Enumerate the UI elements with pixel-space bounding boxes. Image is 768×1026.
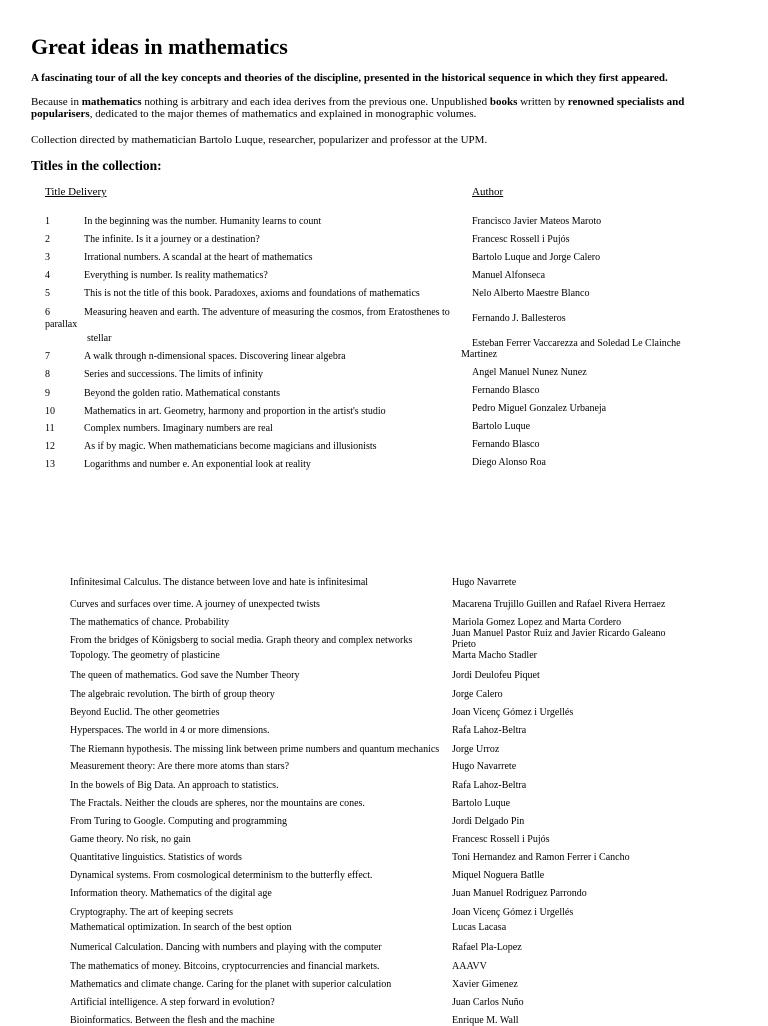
row-author: Jordi Delgado Pin (452, 816, 525, 827)
row-author: Juan Carlos Nuño (452, 997, 524, 1008)
row-title: The queen of mathematics. God save the Number Theory (70, 670, 300, 681)
intro-text-2: nothing is arbitrary and each idea derives from the previous one. Unpublished (141, 96, 490, 108)
row-author: Nelo Alberto Maestre Blanco (472, 288, 590, 299)
row-author: Jorge Urroz (452, 744, 500, 755)
row-title: Cryptography. The art of keeping secrets (70, 907, 234, 918)
row-number: 10 (45, 406, 55, 417)
lead-paragraph: A fascinating tour of all the key concepts and theories of the discipline, presented in the historical sequence in which they first appeared. (31, 72, 668, 84)
row-number: 4 (45, 270, 50, 281)
row-author: Bartolo Luque (452, 798, 511, 809)
row-title-wrap: parallax (45, 319, 78, 330)
row-title: The mathematics of chance. Probability (70, 617, 230, 628)
row-author: Angel Manuel Nunez Nunez (472, 367, 587, 378)
column-header-author: Author (472, 186, 504, 198)
row-author: Macarena Trujillo Guillen and Rafael Rivera Herraez (452, 599, 666, 610)
row-author: Xavier Gimenez (452, 979, 518, 990)
intro-text-1: Because in (31, 96, 82, 108)
row-title: Curves and surfaces over time. A journey of unexpected twists (70, 599, 320, 610)
row-title: From Turing to Google. Computing and programming (70, 816, 287, 827)
row-title: Game theory. No risk, no gain (70, 834, 191, 845)
row-title: The Riemann hypothesis. The missing link between prime numbers and quantum mechanics (70, 744, 440, 755)
row-author: Fernando Blasco (472, 385, 540, 396)
intro-paragraph (31, 96, 736, 120)
row-title: In the bowels of Big Data. An approach to statistics. (70, 780, 279, 791)
row-author: Bartolo Luque (472, 421, 531, 432)
row-author: Lucas Lacasa (452, 922, 507, 933)
row-number: 3 (45, 252, 50, 263)
row-author: Hugo Navarrete (452, 577, 517, 588)
row-number: 1 (45, 216, 50, 227)
row-number: 8 (45, 369, 50, 380)
row-author: Rafael Pla-Lopez (452, 942, 522, 953)
intro-text-3: written by (517, 96, 568, 108)
row-author: Jorge Calero (452, 689, 503, 700)
column-header-title: Title Delivery (45, 186, 107, 198)
row-author: AAAVV (452, 961, 487, 972)
row-author: Francisco Javier Mateos Maroto (472, 216, 602, 227)
row-title: The algebraic revolution. The birth of group theory (70, 689, 275, 700)
row-number: 7 (45, 351, 50, 362)
row-author: Joan Vicenç Gómez i Urgellés (452, 707, 574, 718)
row-title: Artificial intelligence. A step forward in evolution? (70, 997, 275, 1008)
row-author: Manuel Alfonseca (472, 270, 546, 281)
row-title: Numerical Calculation. Dancing with numbers and playing with the computer (70, 942, 382, 953)
row-author: Francesc Rossell i Pujós (472, 234, 570, 245)
row-title: Everything is number. Is reality mathematics? (84, 270, 268, 281)
row-title: The mathematics of money. Bitcoins, cryptocurrencies and financial markets. (70, 961, 380, 972)
row-title: Measurement theory: Are there more atoms than stars? (70, 761, 290, 772)
intro-bold-mathematics: mathematics (81, 96, 142, 108)
row-title: Measuring heaven and earth. The adventure of measuring the cosmos, from Eratosthenes to (84, 307, 450, 318)
row-title: Information theory. Mathematics of the digital age (70, 888, 272, 899)
row-number: 12 (45, 441, 55, 452)
row-author: Rafa Lahoz-Beltra (452, 725, 527, 736)
row-author: Joan Vicenç Gómez i Urgellés (452, 907, 574, 918)
row-author: Miquel Noguera Batlle (452, 870, 545, 881)
row-title: Infinitesimal Calculus. The distance between love and hate is infinitesimal (70, 577, 369, 588)
row-title: Bioinformatics. Between the flesh and the machine (70, 1015, 275, 1026)
row-title: Hyperspaces. The world in 4 or more dimensions. (70, 725, 270, 736)
director-note: Collection directed by mathematician Bartolo Luque, researcher, popularizer and professor at the UPM. (31, 134, 488, 146)
row-author: Toni Hernandez and Ramon Ferrer i Cancho (452, 852, 630, 863)
row-title: The infinite. Is it a journey or a destination? (84, 234, 260, 245)
row-title: In the beginning was the number. Humanity learns to count (84, 216, 322, 227)
row-author: Diego Alonso Roa (472, 457, 546, 468)
row-author: Fernando Blasco (472, 439, 540, 450)
row-title: Dynamical systems. From cosmological determinism to the butterfly effect. (70, 870, 373, 881)
row-title: Mathematical optimization. In search of the best option (70, 922, 292, 933)
row-title: Complex numbers. Imaginary numbers are real (84, 423, 273, 434)
row-title: Logarithms and number e. An exponential look at reality (84, 459, 311, 470)
row-author: Marta Macho Stadler (452, 650, 537, 661)
row-author: Rafa Lahoz-Beltra (452, 780, 527, 791)
row-number: 11 (45, 423, 55, 434)
row-author: Hugo Navarrete (452, 761, 517, 772)
row-author-wrap: Martinez (461, 349, 498, 360)
row-title: Irrational numbers. A scandal at the heart of mathematics (84, 252, 313, 263)
row-author: Jordi Deulofeu Piquet (452, 670, 540, 681)
row-title: From the bridges of Königsberg to social media. Graph theory and complex networks (70, 635, 413, 646)
section-title: Titles in the collection: (31, 158, 162, 173)
row-number: 6 (45, 307, 50, 318)
row-author: Enrique M. Wall (452, 1015, 519, 1026)
page-title: Great ideas in mathematics (31, 34, 288, 59)
row-title: The Fractals. Neither the clouds are spheres, nor the mountains are cones. (70, 798, 365, 809)
row-author: Francesc Rossell i Pujós (452, 834, 550, 845)
row-title: As if by magic. When mathematicians become magicians and illusionists (84, 441, 377, 452)
row-title: Series and successions. The limits of infinity (84, 369, 263, 380)
row-number: 13 (45, 459, 55, 470)
row-number: 2 (45, 234, 50, 245)
row-title: Quantitative linguistics. Statistics of words (70, 852, 242, 863)
row-title: This is not the title of this book. Paradoxes, axioms and foundations of mathematics (84, 288, 420, 299)
row-number: 9 (45, 388, 50, 399)
row-author-wrap: Prieto (452, 639, 476, 648)
row-author: Pedro Miguel Gonzalez Urbaneja (472, 403, 607, 414)
intro-text-4: , dedicated to the major themes of mathematics and explained in monographic volumes. (89, 108, 477, 120)
row-title-wrap: stellar (87, 333, 112, 344)
row-author: Fernando J. Ballesteros (472, 313, 566, 324)
row-title: Mathematics in art. Geometry, harmony and proportion in the artist's studio (84, 406, 386, 417)
row-author: Juan Manuel Rodriguez Parrondo (452, 888, 587, 899)
row-title: A walk through n-dimensional spaces. Discovering linear algebra (84, 351, 346, 362)
row-title: Beyond Euclid. The other geometries (70, 707, 220, 718)
row-title: Mathematics and climate change. Caring for the planet with superior calculation (70, 979, 392, 990)
row-author: Juan Manuel Pastor Ruiz and Javier Ricardo Galeano (452, 628, 666, 639)
row-number: 5 (45, 288, 50, 299)
row-author: Mariola Gomez Lopez and Marta Cordero (452, 617, 622, 628)
row-author: Bartolo Luque and Jorge Calero (472, 252, 601, 263)
row-author: Esteban Ferrer Vaccarezza and Soledad Le Clainche (472, 338, 681, 349)
row-title: Topology. The geometry of plasticine (70, 650, 220, 661)
intro-bold-books: books (489, 96, 518, 108)
intro-bold-specialists: renowned specialists and popularisers (31, 96, 685, 120)
row-title: Beyond the golden ratio. Mathematical constants (84, 388, 281, 399)
